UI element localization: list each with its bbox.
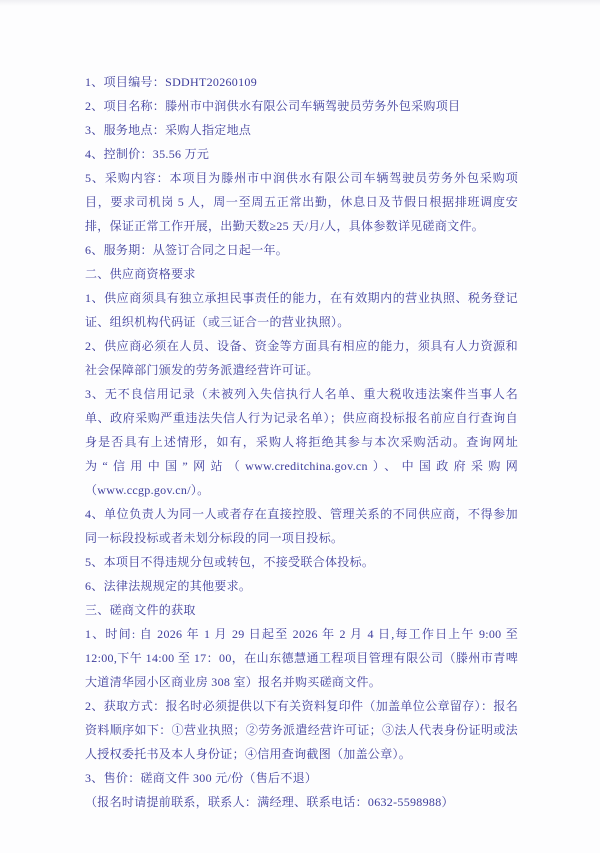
para-qualification-1: 1、供应商须具有独立承担民事责任的能力，在有效期内的营业执照、税务登记证、组织机构代码证（或三证合一的营业执照）。 bbox=[85, 291, 518, 329]
para-qualification-5: 5、本项目不得违规分包或转包，不接受联合体投标。 bbox=[85, 555, 375, 569]
para-acquisition-method: 2、获取方式：报名时必须提供以下有关资料复印件（加盖单位公章留存）：报名资料顺序如下：①营业执照；②劳务派遣经营许可证；③法人代表身份证明或法人授权委托书及本人身份证；④信用查询截图（加盖公章）。 bbox=[85, 699, 518, 761]
para-project-name: 2、项目名称：滕州市中润供水有限公司车辆驾驶员劳务外包采购项目 bbox=[85, 99, 461, 113]
para-qualification-3: 3、无不良信用记录（未被列入失信执行人名单、重大税收违法案件当事人名单、政府采购严重违法失信人行为记录名单）；供应商投标报名前应自行查询自身是否具有上述情形，如有，采购人将拒绝其参与本次采购活动。查询网址为“信用中国”网站（www.creditchina.gov.cn）、中国政府采购网（www.ccgp.gov.cn/）。 bbox=[85, 387, 518, 497]
heading-document-acquisition: 三、磋商文件的获取 bbox=[85, 603, 196, 617]
para-document-price: 3、售价：磋商文件 300 元/份（售后不退） bbox=[85, 771, 318, 785]
para-service-location: 3、服务地点：采购人指定地点 bbox=[85, 123, 252, 137]
para-procurement-content: 5、采购内容：本项目为滕州市中润供水有限公司车辆驾驶员劳务外包采购项目，要求司机岗 5 人，周一至周五正常出勤，休息日及节假日根据排班调度安排，保证正常工作开展，出勤天数≥25 天/月/人，具体参数详见磋商文件。 bbox=[85, 171, 518, 233]
para-contact-info: （报名时请提前联系，联系人：满经理、联系电话：0632-5598988） bbox=[85, 795, 454, 809]
para-service-period: 6、服务期：从签订合同之日起一年。 bbox=[85, 243, 289, 257]
para-control-price: 4、控制价：35.56 万元 bbox=[85, 147, 210, 161]
para-project-number: 1、项目编号：SDDHT20260109 bbox=[85, 75, 258, 89]
para-qualification-4: 4、单位负责人为同一人或者存在直接控股、管理关系的不同供应商，不得参加同一标段投标或者未划分标段的同一项目投标。 bbox=[85, 507, 518, 545]
document-content bbox=[85, 70, 518, 814]
heading-supplier-qualification: 二、供应商资格要求 bbox=[85, 267, 196, 281]
para-qualification-6: 6、法律法规规定的其他要求。 bbox=[85, 579, 252, 593]
para-acquisition-time: 1、时间: 自 2026 年 1 月 29 日起至 2026 年 2 月 4 日,每工作日上午 9:00 至 12:00,下午 14:00 至 17：00，在山东德慧通工程项目管理有限公司（滕州市青啤大道清华园小区商业房 308 室）报名并购买磋商文件。 bbox=[85, 627, 518, 689]
page-top-edge bbox=[0, 0, 600, 6]
para-qualification-2: 2、供应商必须在人员、设备、资金等方面具有相应的能力，须具有人力资源和社会保障部门颁发的劳务派遣经营许可证。 bbox=[85, 339, 518, 377]
